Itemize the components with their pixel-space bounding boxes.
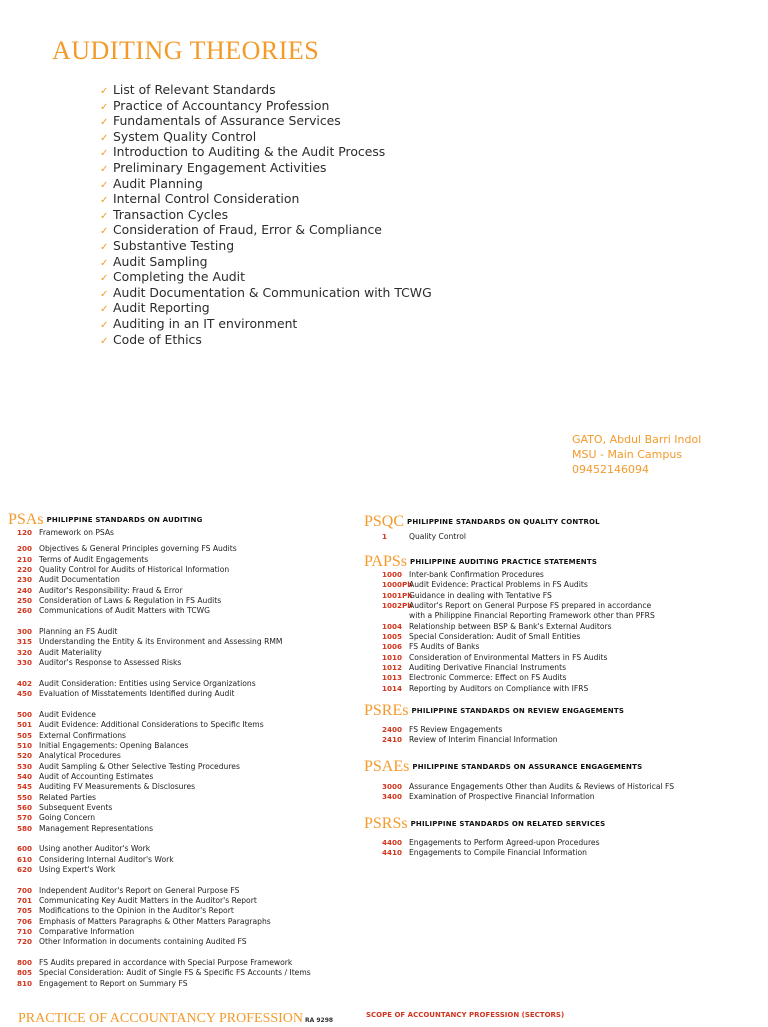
standard-row (16, 627, 311, 637)
standard-number: 1002Ph (382, 601, 413, 611)
standard-number: 230 (16, 575, 32, 585)
standard-number: 550 (16, 792, 32, 802)
check-icon: ✓ (100, 163, 109, 175)
standard-number: 560 (16, 802, 32, 812)
psrs-title: PHILIPPINE STANDARDS ON RELATED SERVICES (410, 820, 606, 828)
standard-number: 1014 (382, 683, 403, 693)
topic-label: Auditing in an IT environment (113, 315, 298, 331)
standard-number: 4400 (382, 838, 403, 847)
standard-title: Auditing Derivative Financial Instruments (409, 663, 567, 673)
standard-number: 500 (16, 709, 32, 719)
standard-number: 501 (16, 720, 32, 730)
standard-number: 200 (16, 544, 32, 554)
standard-number: 300 (16, 627, 32, 637)
psre-title: PHILIPPINE STANDARDS ON REVIEW ENGAGEMENTS (411, 707, 625, 715)
paps-list (382, 570, 655, 694)
standard-title: Consideration of Laws & Regulation in FS Audits (39, 596, 222, 606)
standard-number: 330 (16, 658, 32, 668)
psqc-header (364, 511, 600, 531)
standard-title: Considering Internal Auditor's Work (39, 854, 174, 864)
standard-number: 1012 (382, 663, 403, 673)
standard-title: Audit Consideration: Entities using Service Organizations (39, 678, 256, 688)
standard-row (16, 927, 311, 937)
topic-label: Audit Planning (113, 175, 203, 191)
standard-row (16, 596, 311, 606)
standard-title: Audit Documentation (39, 575, 120, 585)
check-icon: ✓ (100, 304, 109, 316)
standard-title: Special Consideration: Audit of Single FS & Specific FS Accounts / Items (39, 968, 311, 978)
standard-number: 1004 (382, 621, 403, 631)
standard-row (382, 601, 655, 611)
topic-item (100, 113, 432, 129)
check-icon: ✓ (100, 86, 109, 97)
standard-title: Guidance in dealing with Tentative FS (409, 590, 552, 600)
standard-number: 720 (16, 937, 32, 947)
topic-label: Completing the Audit (113, 269, 245, 285)
check-icon: ✓ (100, 273, 109, 285)
standard-row (16, 906, 311, 916)
standard-number: 701 (16, 896, 32, 906)
standard-number: 260 (16, 606, 32, 616)
practice-title: PRACTICE OF ACCOUNTANCY PROFESSION (18, 1011, 304, 1026)
standard-number: 315 (16, 637, 32, 647)
author-block (572, 432, 701, 477)
standard-row (382, 838, 600, 848)
standard-title: Assurance Engagements Other than Audits & Reviews of Historical FS (409, 782, 675, 791)
author-phone: 09452146094 (572, 463, 649, 476)
paps-title: PHILIPPINE AUDITING PRACTICE STATEMENTS (410, 558, 598, 566)
standard-row (16, 865, 311, 875)
psrs-abbr: PSRSs (364, 815, 408, 832)
standard-row (382, 622, 655, 632)
topic-item (100, 332, 432, 348)
topic-label: Transaction Cycles (113, 206, 229, 222)
standard-title: Management Representations (39, 823, 154, 833)
standard-title: Consideration of Environmental Matters in FS Audits (409, 652, 608, 662)
standard-row (382, 782, 674, 792)
standard-row (382, 653, 655, 663)
standard-row (16, 741, 311, 751)
standard-title: Initial Engagements: Opening Balances (39, 740, 189, 750)
standard-title: Audit Evidence (39, 709, 96, 719)
scope-title: SCOPE OF ACCOUNTANCY PROFESSION (SECTORS) (366, 1011, 565, 1019)
standard-number: 2400 (382, 725, 403, 734)
paps-abbr: PAPSs (364, 553, 408, 570)
standard-number: 705 (16, 906, 32, 916)
standard-title: Quality Control for Audits of Historical Information (39, 565, 230, 575)
standard-row (16, 731, 311, 741)
standard-number: 800 (16, 958, 32, 968)
standard-number: 710 (16, 927, 32, 937)
standard-number: 402 (16, 678, 32, 688)
psa-title: PHILIPPINE STANDARDS ON AUDITING (46, 516, 203, 524)
standard-row (16, 886, 311, 896)
topic-label: Audit Documentation & Communication with TCWG (113, 284, 432, 300)
standard-row (382, 663, 655, 673)
standard-number: 1006 (382, 642, 403, 652)
standard-row (16, 586, 311, 596)
standard-title: Emphasis of Matters Paragraphs & Other Matters Paragraphs (39, 916, 271, 926)
standard-number: 510 (16, 740, 32, 750)
standard-number: 3000 (382, 782, 403, 791)
paps-header (364, 551, 597, 571)
standard-number: 706 (16, 916, 32, 926)
standard-row (16, 544, 311, 554)
standard-row (16, 968, 311, 978)
standard-title: Communications of Audit Matters with TCWG (39, 606, 211, 616)
standard-title: Evaluation of Misstatements Identified during Audit (39, 689, 235, 699)
psae-header (364, 756, 642, 776)
standard-title: Audit Evidence: Additional Considerations to Specific Items (39, 720, 264, 730)
author-campus: MSU - Main Campus (572, 448, 683, 461)
standard-number: 530 (16, 761, 32, 771)
standard-number: 450 (16, 689, 32, 699)
topic-item (100, 176, 432, 192)
standard-row (16, 979, 311, 989)
standard-title: Review of Interim Financial Information (409, 735, 558, 745)
topic-item (100, 160, 432, 176)
standard-title: Examination of Prospective Financial Information (409, 792, 595, 802)
standard-row (382, 591, 655, 601)
psre-abbr: PSREs (364, 702, 409, 719)
check-icon: ✓ (100, 335, 109, 347)
standard-title: Relationship between BSP & Bank's External Auditors (409, 621, 612, 631)
standard-row (16, 751, 311, 761)
standard-row (382, 642, 655, 652)
standard-row (16, 606, 311, 616)
topic-item (100, 238, 432, 254)
standard-title: Auditor's Report on General Purpose FS prepared in accordance (409, 601, 652, 611)
psa-list (16, 528, 311, 989)
standard-title: Independent Auditor's Report on General Purpose FS (39, 885, 240, 895)
standard-number: 320 (16, 647, 32, 657)
psre-header (364, 700, 624, 720)
standard-number: 600 (16, 844, 32, 854)
standard-title: Audit of Accounting Estimates (39, 771, 154, 781)
standard-title: Using Expert's Work (39, 865, 116, 874)
topic-label: Fundamentals of Assurance Services (113, 113, 341, 129)
standard-row (382, 684, 655, 694)
standard-number: 505 (16, 730, 32, 740)
standard-title: Auditing FV Measurements & Disclosures (39, 782, 196, 792)
standard-number: 610 (16, 854, 32, 864)
standard-number: 520 (16, 751, 32, 761)
footer-left (18, 1007, 333, 1027)
standard-row (16, 720, 311, 730)
standard-title: Framework on PSAs (39, 528, 115, 537)
standard-number: 1001Ph (382, 590, 413, 600)
standard-row (16, 958, 311, 968)
check-icon: ✓ (100, 132, 109, 144)
standard-title: Using another Auditor's Work (39, 844, 151, 854)
standard-number: 1 (382, 532, 388, 541)
standard-row (16, 555, 311, 565)
page-title: AUDITING THEORIES (52, 36, 320, 65)
standard-row (382, 570, 655, 580)
psqc-title: PHILIPPINE STANDARDS ON QUALITY CONTROL (407, 518, 600, 526)
standard-title: Engagements to Compile Financial Information (409, 848, 587, 858)
check-icon: ✓ (100, 319, 109, 331)
check-icon: ✓ (100, 179, 109, 191)
psae-title: PHILIPPINE STANDARDS ON ASSURANCE ENGAGEMENTS (412, 763, 643, 771)
standard-title: with a Philippine Financial Reporting Framework other than PFRS (409, 611, 655, 621)
standard-number: 545 (16, 782, 32, 792)
topic-item (100, 98, 432, 114)
standard-title: Objectives & General Principles governing FS Audits (39, 544, 237, 554)
standard-title: FS Review Engagements (409, 725, 503, 734)
topic-label: System Quality Control (113, 128, 257, 144)
standard-number: 540 (16, 771, 32, 781)
standard-row (382, 848, 600, 858)
check-icon: ✓ (100, 210, 109, 222)
psqc-list (382, 532, 466, 542)
standard-title: External Confirmations (39, 730, 127, 740)
standard-row (16, 772, 311, 782)
standard-number: 2410 (382, 735, 403, 745)
standard-row (16, 679, 311, 689)
standard-row (16, 637, 311, 647)
standard-number: 700 (16, 885, 32, 895)
standard-number: 3400 (382, 792, 403, 802)
psrs-list (382, 838, 600, 859)
check-icon: ✓ (100, 117, 109, 129)
standard-title: Going Concern (39, 813, 96, 823)
standard-number: 1000Ph (382, 580, 413, 590)
standard-number: 220 (16, 565, 32, 575)
topic-item (100, 269, 432, 285)
standard-row (16, 689, 311, 699)
topic-label: Practice of Accountancy Profession (113, 97, 330, 113)
standard-title: Electronic Commerce: Effect on FS Audits (409, 673, 567, 683)
check-icon: ✓ (100, 101, 109, 113)
standard-title: Modifications to the Opinion in the Auditor's Report (39, 906, 234, 916)
standard-number: 805 (16, 968, 32, 978)
standard-title: Special Consideration: Audit of Small Entities (409, 632, 581, 642)
check-icon: ✓ (100, 195, 109, 207)
standard-row (16, 803, 311, 813)
topic-item (100, 300, 432, 316)
topic-label: Audit Reporting (113, 300, 210, 316)
topic-list (100, 82, 432, 347)
standard-row (382, 532, 466, 542)
topic-label: Substantive Testing (113, 237, 235, 253)
topic-item (100, 285, 432, 301)
standard-title: Engagement to Report on Summary FS (39, 978, 188, 988)
standard-row (16, 528, 311, 538)
standard-number: 1013 (382, 673, 403, 683)
topic-item (100, 254, 432, 270)
standard-title: Engagements to Perform Agreed-upon Procedures (409, 838, 600, 847)
topic-item (100, 316, 432, 332)
topic-label: Code of Ethics (113, 331, 202, 347)
author-name: GATO, Abdul Barri Indol (572, 433, 702, 446)
standard-title: Audit Evidence: Practical Problems in FS Audits (409, 580, 588, 590)
topic-label: List of Relevant Standards (113, 82, 276, 97)
standard-number: 810 (16, 978, 32, 988)
standard-title: Planning an FS Audit (39, 627, 118, 637)
standard-row (16, 855, 311, 865)
psa-header (8, 509, 203, 529)
standard-row (16, 658, 311, 668)
standard-row (16, 782, 311, 792)
topic-label: Audit Sampling (113, 253, 208, 269)
standard-number: 4410 (382, 848, 403, 858)
standard-title: Audit Materiality (39, 647, 102, 657)
standard-title: Understanding the Entity & its Environment and Assessing RMM (39, 637, 283, 647)
standard-row (16, 710, 311, 720)
topic-label: Preliminary Engagement Activities (113, 159, 327, 175)
standard-title: Auditor's Responsibility: Fraud & Error (39, 585, 183, 595)
standard-number: 580 (16, 823, 32, 833)
standard-row (16, 813, 311, 823)
standard-title: Quality Control (409, 532, 466, 541)
check-icon: ✓ (100, 148, 109, 160)
standard-number: 210 (16, 554, 32, 564)
standard-row (382, 725, 558, 735)
topic-item (100, 222, 432, 238)
topic-label: Consideration of Fraud, Error & Compliance (113, 222, 382, 238)
standard-number: 250 (16, 596, 32, 606)
standard-number: 240 (16, 585, 32, 595)
topic-item (100, 207, 432, 223)
standard-title: FS Audits prepared in accordance with Special Purpose Framework (39, 958, 293, 968)
standard-row (382, 611, 655, 621)
psqc-abbr: PSQC (364, 513, 405, 530)
standard-row (16, 648, 311, 658)
standard-row (382, 735, 558, 745)
check-icon: ✓ (100, 226, 109, 238)
standard-number: 570 (16, 813, 32, 823)
standard-number: 1010 (382, 652, 403, 662)
check-icon: ✓ (100, 288, 109, 300)
psrs-header (364, 813, 605, 833)
standard-row (16, 762, 311, 772)
standard-title: Auditor's Response to Assessed Risks (39, 658, 182, 668)
topic-item (100, 144, 432, 160)
standard-row (16, 937, 311, 947)
standard-title: FS Audits of Banks (409, 642, 480, 652)
standard-row (16, 896, 311, 906)
standard-title: Reporting by Auditors on Compliance with IFRS (409, 683, 589, 693)
topic-item (100, 129, 432, 145)
standard-row (16, 565, 311, 575)
ra-note: RA 9298 (305, 1017, 334, 1024)
standard-title: Related Parties (39, 792, 96, 802)
standard-number: 620 (16, 865, 32, 874)
topic-label: Introduction to Auditing & the Audit Process (113, 144, 386, 160)
psre-list (382, 725, 558, 746)
standard-row (382, 673, 655, 683)
standard-number: 1005 (382, 632, 403, 642)
standard-title: Other Information in documents containing Audited FS (39, 937, 247, 947)
standard-title: Audit Sampling & Other Selective Testing Procedures (39, 761, 240, 771)
standard-title: Inter-bank Confirmation Procedures (409, 570, 544, 579)
standard-number: 1000 (382, 570, 403, 579)
standard-row (382, 580, 655, 590)
check-icon: ✓ (100, 241, 109, 253)
standard-title: Analytical Procedures (39, 751, 121, 761)
topic-item (100, 191, 432, 207)
standard-row (16, 824, 311, 834)
psae-abbr: PSAEs (364, 758, 410, 775)
topic-item (100, 82, 432, 98)
standard-title: Comparative Information (39, 927, 135, 937)
standard-title: Subsequent Events (39, 802, 113, 812)
check-icon: ✓ (100, 257, 109, 269)
standard-row (16, 844, 311, 854)
standard-number: 120 (16, 528, 32, 537)
standard-title: Communicating Key Audit Matters in the Auditor's Report (39, 896, 257, 906)
standard-row (16, 793, 311, 803)
topic-label: Internal Control Consideration (113, 191, 300, 207)
psae-list (382, 782, 674, 803)
standard-title: Terms of Audit Engagements (39, 554, 149, 564)
standard-row (16, 917, 311, 927)
standard-row (382, 632, 655, 642)
standard-row (382, 792, 674, 802)
standard-row (16, 575, 311, 585)
psa-abbr: PSAs (8, 511, 44, 528)
